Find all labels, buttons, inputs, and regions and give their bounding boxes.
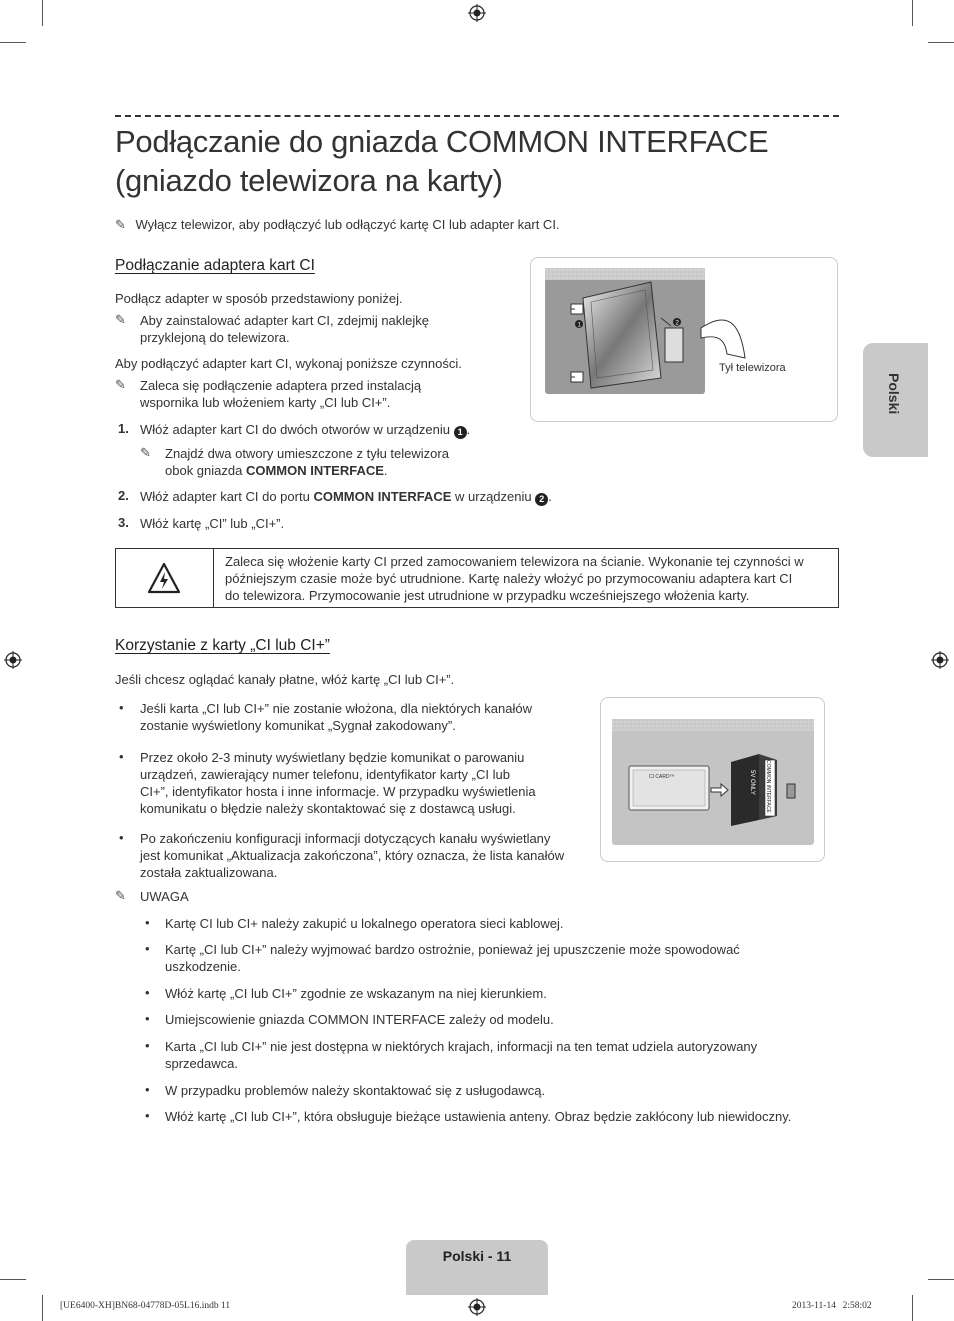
tv-back-adapter-illustration: [531, 258, 837, 421]
note-text: Znajdź dwa otwory umieszczone z tyłu telewizora obok gniazda COMMON INTERFACE.: [165, 446, 449, 478]
figure-ci-card-insert: [600, 697, 825, 862]
bullet-text: Przez około 2-3 minuty wyświetlany będzie komunikat o parowaniu urządzeń, zawierający numer telefonu, identyfikator karty „CI lub CI+”, identyfikator hosta i inne informacje. W przypadku wyświetlenia komunikatu o błędzie należy skontaktować się z dostawcą usługi.: [140, 750, 536, 816]
svg-text:2: 2: [675, 320, 679, 327]
registration-mark-icon: [4, 651, 22, 669]
crop-mark: [912, 0, 913, 26]
title-line-2: (gniazdo telewizora na karty): [115, 163, 503, 198]
step-number: 3.: [118, 515, 129, 530]
intro-note-text: Wyłącz telewizor, aby podłączyć lub odłączyć kartę CI lub adapter kart CI.: [135, 217, 560, 232]
registration-mark-icon: [468, 4, 486, 22]
note-item: W przypadku problemów należy skontaktować się z usługodawcą.: [165, 1083, 546, 1098]
step-3-text: Włóż kartę „CI” lub „CI+”.: [140, 516, 285, 531]
imprint-timestamp: 2013-11-14 2:58:02: [792, 1301, 872, 1311]
title-line-1: Podłączanie do gniazda COMMON INTERFACE: [115, 124, 769, 159]
marker-1-icon: 1: [454, 426, 467, 439]
warning-triangle-icon: [147, 562, 181, 594]
crop-mark: [0, 42, 26, 43]
ci-card-insert-illustration: [601, 698, 824, 861]
imprint-file: [UE6400-XH]BN68-04778D-05L16.indb 11: [60, 1301, 231, 1311]
note-text: Zaleca się podłączenie adaptera przed instalacją wspornika lub włożeniem karty „CI lub CI+”.: [140, 378, 422, 410]
warning-divider: [213, 549, 214, 607]
step-2-text: Włóż adapter kart CI do portu COMMON INTERFACE w urządzeniu 2 .: [140, 489, 552, 504]
intro-note: [115, 216, 560, 233]
module-label: COMMON INTERFACE: [765, 760, 771, 813]
crop-mark: [928, 42, 954, 43]
crop-mark: [42, 1295, 43, 1321]
marker-2-icon: 2: [535, 493, 548, 506]
registration-mark-icon: [468, 1298, 486, 1316]
svg-text:1: 1: [577, 322, 581, 329]
paragraph: Aby podłączyć adapter kart CI, wykonaj poniższe czynności.: [115, 356, 462, 371]
bullet: •: [145, 1038, 150, 1053]
crop-mark: [928, 1279, 954, 1280]
page-title: [115, 122, 835, 200]
bullet: •: [119, 830, 124, 845]
ci-card-label: CI CARD™: [649, 774, 675, 780]
note-pen-icon: ✎: [115, 377, 126, 392]
registration-mark-icon: [931, 651, 949, 669]
note-item: Umiejscowienie gniazda COMMON INTERFACE zależy od modelu.: [165, 1012, 554, 1027]
bullet: •: [145, 915, 150, 930]
bullet-text: Po zakończeniu konfiguracji informacji dotyczących kanału wyświetlany jest komunikat „Aktualizacja zakończona”, który oznacza, że lista kanałów została zaktualizowana.: [140, 831, 565, 880]
note-item: Włóż kartę „CI lub CI+”, która obsługuje bieżące ustawienia anteny. Obraz będzie zakłócony lub niewidoczny.: [165, 1109, 792, 1124]
figure-adapter-install: [530, 257, 838, 422]
crop-mark: [42, 0, 43, 26]
crop-mark: [0, 1279, 26, 1280]
section-heading-ci-card: Korzystanie z karty „CI lub CI+”: [115, 637, 330, 654]
page-number-tab: Polski - 11: [406, 1240, 548, 1295]
bullet: •: [145, 1108, 150, 1123]
bullet: •: [145, 1011, 150, 1026]
bullet: •: [145, 1082, 150, 1097]
title-rule: [115, 115, 839, 117]
note-pen-icon: ✎: [115, 217, 126, 232]
crop-mark: [912, 1295, 913, 1321]
section-heading-adapter: Podłączanie adaptera kart CI: [115, 257, 315, 274]
bullet: •: [145, 985, 150, 1000]
bullet-text: Jeśli karta „CI lub CI+” nie zostanie włożona, dla niektórych kanałów zostanie wyświetlony komunikat „Sygnał zakodowany”.: [140, 701, 532, 733]
module-voltage-label: 5V ONLY: [749, 770, 755, 795]
warning-box: [115, 548, 839, 608]
paragraph: Podłącz adapter w sposób przedstawiony poniżej.: [115, 291, 403, 306]
bullet: •: [145, 941, 150, 956]
language-side-tab: Polski: [863, 343, 928, 457]
step-number: 2.: [118, 488, 129, 503]
warning-text: Zaleca się włożenie karty CI przed zamocowaniem telewizora na ścianie. Wykonanie tej czynności w późniejszym czasie może być utrudnione. Kartę należy włożyć po przymocowaniu adaptera kart CI do telewizora. Przymocowanie jest utrudnione w przypadku wcześniejszego włożenia karty.: [225, 554, 804, 603]
note-item: Karta „CI lub CI+” nie jest dostępna w niektórych krajach, informacji na ten temat udziela autoryzowany sprzedawca.: [165, 1039, 758, 1071]
note-item: Włóż kartę „CI lub CI+” zgodnie ze wskazanym na niej kierunkiem.: [165, 986, 547, 1001]
note-text: Aby zainstalować adapter kart CI, zdejmij naklejkę przyklejoną do telewizora.: [140, 313, 430, 345]
note-pen-icon: ✎: [115, 888, 126, 903]
step-1-text: Włóż adapter kart CI do dwóch otworów w urządzeniu 1 .: [140, 422, 471, 437]
step-number: 1.: [118, 421, 129, 436]
note-pen-icon: ✎: [115, 312, 126, 327]
note-pen-icon: ✎: [140, 445, 151, 460]
figure-label: Tył telewizora: [719, 362, 786, 374]
bullet: •: [119, 700, 124, 715]
note-item: Kartę „CI lub CI+” należy wyjmować bardzo ostrożnie, ponieważ jej upuszczenie może spowodować uszkodzenie.: [165, 942, 740, 974]
note-item: Kartę CI lub CI+ należy zakupić u lokalnego operatora sieci kablowej.: [165, 916, 564, 931]
bullet: •: [119, 749, 124, 764]
note-label: UWAGA: [140, 889, 189, 904]
paragraph: Jeśli chcesz oglądać kanały płatne, włóż kartę „CI lub CI+”.: [115, 672, 455, 687]
